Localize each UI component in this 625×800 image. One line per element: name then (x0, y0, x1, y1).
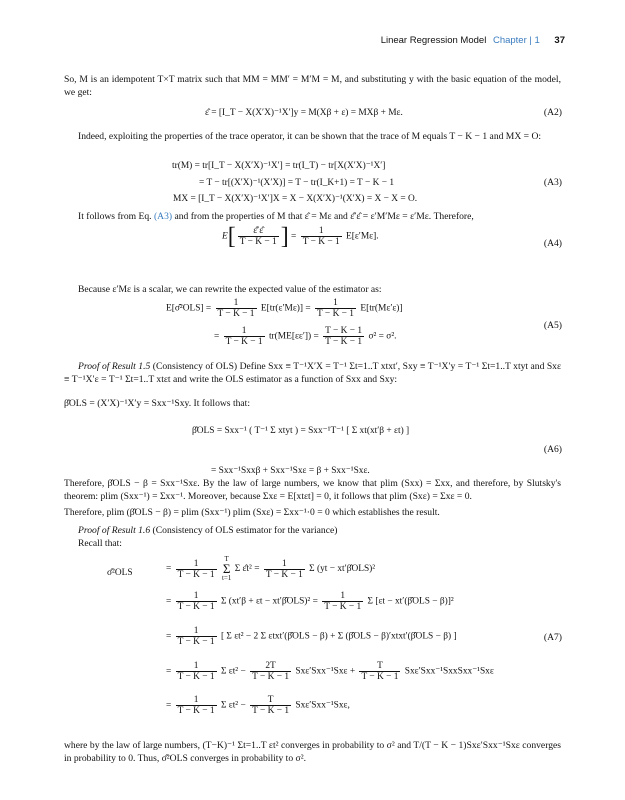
a5-line1-tail: E[tr(Mε′ε)] (360, 303, 403, 314)
a7-line3: [ Σ εt² − 2 Σ εtxt′(β̂OLS − β) + Σ (β̂OLS − β)′xtxt′(β̂OLS − β) ] (220, 631, 457, 642)
equation-a3-line2: = T − tr[(X′X)⁻¹(X′X)] = T − tr(I_K+1) = T − K − 1 (199, 178, 395, 188)
a5-frac1-num: 1 (216, 298, 257, 309)
a7-l1-sum-bot: t=1 (221, 574, 232, 582)
a7-line1-a: Σ ε̂t² = (234, 564, 260, 575)
a7-l4-frac-den: T − K − 1 (177, 672, 215, 682)
a5-frac4-den: T − K − 1 (325, 337, 363, 347)
a7-l1-frac-den: T − K − 1 (177, 569, 215, 580)
paragraph-follows (64, 211, 561, 224)
a7-l4-frac-num: 1 (176, 661, 217, 672)
proof-1-6-title: Proof of Result 1.6 (78, 525, 151, 536)
a7-l5-frac2-den: T − K − 1 (252, 706, 290, 716)
proof-1-5-subtitle: (Consistency of OLS) (152, 361, 238, 372)
a7-l5-frac-num: 1 (176, 695, 217, 706)
a4-rhs-numerator: 1 (301, 226, 342, 237)
a7-line5-b: Sxε′Sxx⁻¹Sxε, (295, 700, 350, 711)
a4-rhs-denominator: T − K − 1 (302, 237, 340, 247)
a5-line1-mid: E[tr(ε′Mε)] = (260, 303, 311, 314)
equation-a3-line1: tr(M) = tr[I_T − X(X′X)⁻¹X′] = tr(I_T) − tr[X(X′X)⁻¹X′] (172, 161, 386, 171)
proof-1-5-body: Define Sxx ≡ T⁻¹X′X = T⁻¹ Σt=1..T xtxt′, Sxy ≡ T⁻¹X′y = T⁻¹ Σt=1..T xtyt and Sxε ≡ T⁻¹X′ε = T⁻¹ Σt=1..T xtεt and write the OLS estimator as a function of Sxx and Sxy: (64, 361, 562, 385)
a4-lhs-numerator: ε̂′ε̂ (238, 226, 279, 237)
book-section-title: Linear Regression Model (380, 35, 487, 46)
paragraph-law-large-numbers: Therefore, β̂OLS − β = Sxx⁻¹Sxε. By the law of large numbers, we know that plim (Sxx) = Σxx, and therefore, by Slutsky's theorem: plim (Sxx⁻¹) = Σxx⁻¹. Moreover, because Σxε = E[xtεt] = 0, it follows that plim (Sxε) = Σxε = 0. (64, 478, 561, 502)
a7-lhs: σ̂²OLS (107, 568, 133, 578)
equation-label-a4: (A4) (543, 238, 562, 249)
a7-l4-frac3-den: T − K − 1 (361, 672, 399, 682)
chapter-label: Chapter | 1 (492, 35, 540, 46)
a5-frac1-den: T − K − 1 (217, 309, 255, 319)
a7-l1-frac2-den: T − K − 1 (265, 569, 303, 580)
a7-line2-b: Σ [εt − xt′(β̂OLS − β)]² (367, 596, 454, 607)
a7-l2-frac2-num: 1 (322, 591, 363, 602)
a7-l5-frac2-num: T (250, 695, 291, 706)
a5-line2-tail: σ² = σ². (368, 331, 397, 342)
para3-after: and from the properties of M that ε̂ = Mε and ε̂′ε̂ = ε′M′Mε = ε′Mε. Therefore, (174, 211, 474, 222)
a4-lhs-denominator: T − K − 1 (239, 237, 277, 247)
a5-frac2-den: T − K − 1 (317, 309, 354, 319)
equation-a7-line2: = $\frac{1}{T - K - 1}$ Σ (xt′β + εt − xt′β̂OLS)² = $\frac{1}{T - K - 1}$ Σ [εt − xt′(β̂OLS − β)]² (166, 591, 454, 612)
paragraph-trace: Indeed, exploiting the properties of the trace operator, it can be shown that the trace of M equals T − K − 1 and MX = O: (78, 131, 542, 142)
a7-l3-frac-den: T − K − 1 (177, 637, 215, 647)
equation-reference-link[interactable]: (A3) (153, 211, 173, 222)
equation-label-a2: (A2) (543, 107, 562, 118)
a7-line4-a: Σ εt² − (220, 666, 246, 677)
a7-line5-a: Σ εt² − (220, 700, 246, 711)
equation-a5-line1 (166, 298, 403, 319)
equation-label-a7: (A7) (543, 632, 562, 643)
page-number: 37 (554, 35, 565, 46)
equation-a5-line2: = $\frac{1}{T - K - 1}$ tr(ME[εε′]) = $\frac{T - K - 1}{T - K - 1}$ σ² = σ². (214, 326, 397, 347)
a7-l4-frac3-num: T (359, 661, 400, 672)
a5-frac2-num: 1 (315, 298, 356, 309)
proof-1-5-estimator: β̂OLS = (X′X)⁻¹X′y = Sxx⁻¹Sxy. It follows that: (64, 398, 250, 409)
equation-a7-line4: = $\frac{1}{T - K - 1}$ Σ εt² − $\frac{2T}{T - K - 1}$ Sxε′Sxx⁻¹Sxε + $\frac{T}{T - K - 1}$ Sxε′Sxx⁻¹SxxSxx⁻¹Sxε (166, 661, 494, 682)
a7-l1-frac-num: 1 (176, 559, 217, 570)
a4-rhs-tail: E[ε′Mε]. (346, 231, 379, 242)
equation-a7-line5: = $\frac{1}{T - K - 1}$ Σ εt² − $\frac{T}{T - K - 1}$ Sxε′Sxx⁻¹Sxε, (166, 695, 350, 716)
paragraph-idempotent: So, M is an idempotent T×T matrix such that MM = MM′ = M′M = M, and substituting y with the basic equation of the model, we get: (64, 74, 561, 98)
equation-label-a5: (A5) (543, 320, 562, 331)
equation-a3-line3: MX = [I_T − X(X′X)⁻¹X′]X = X − X(X′X)⁻¹(X′X) = X − X = O. (173, 194, 418, 204)
equation-a6-line2: = Sxx⁻¹Sxxβ + Sxx⁻¹Sxε = β + Sxx⁻¹Sxε. (211, 466, 370, 476)
a7-line1-b: Σ (yt − xt′β̂OLS)² (309, 564, 376, 575)
paragraph-scalar: Because ε′Mε is a scalar, we can rewrite the expected value of the estimator as: (78, 284, 382, 295)
a7-l1-frac2-num: 1 (264, 559, 305, 570)
para3-before: It follows from Eq. (78, 211, 152, 222)
proof-1-6-subtitle: (Consistency of OLS estimator for the variance) (152, 525, 338, 536)
equation-a4: E[ $\frac{\varepsilon̂'\varepsilon̂}{T - K - 1}$ ] = $\frac{1}{T - K - 1}$ E[ε′Mε]. (222, 223, 379, 250)
paragraph-establishes: Therefore, plim (β̂OLS − β) = plim (Sxx⁻¹) plim (Sxε) = Σxx⁻¹·0 = 0 which establishes the result. (64, 507, 440, 518)
a7-l2-frac-den: T − K − 1 (177, 602, 215, 612)
equation-a7-line1: = $\frac{1}{T - K - 1}$ T Σ t=1 Σ ε̂t² = $\frac{1}{T - K - 1}$ Σ (yt − xt′β̂OLS)² (166, 555, 376, 582)
a7-l1-sum-top: T (224, 555, 229, 563)
a7-l3-frac-num: 1 (176, 626, 217, 637)
proof-1-5-title: Proof of Result 1.5 (78, 361, 151, 372)
equation-a2: ε̂ = [I_T − X(X′X)⁻¹X′]y = M(Xβ + ε) = MXβ + Mε. (205, 108, 403, 118)
recall-text: Recall that: (78, 538, 122, 549)
a7-l2-frac2-den: T − K − 1 (324, 602, 362, 612)
equation-label-a6: (A6) (543, 444, 562, 455)
paragraph-converges: where by the law of large numbers, (T−K)⁻¹ Σt=1..T εt² converges in probability to σ² and T/(T − K − 1)Sxε′Sxx⁻¹Sxε converges in probability to 0. Thus, σ̂²OLS converges in probability to σ². (64, 740, 561, 764)
a7-l4-frac2-den: T − K − 1 (252, 672, 290, 682)
a5-frac3-den: T − K − 1 (225, 337, 263, 347)
equation-label-a3: (A3) (543, 177, 562, 188)
equation-a6-line1: β̂OLS = Sxx⁻¹ ( T⁻¹ Σ xtyt ) = Sxx⁻¹T⁻¹ [ Σ xt(xt′β + εt) ] (192, 426, 410, 436)
a5-frac3-num: 1 (224, 326, 265, 337)
a5-frac4-num: T − K − 1 (325, 326, 363, 336)
proof-result-1-6 (64, 525, 561, 538)
a7-l5-frac-den: T − K − 1 (177, 706, 215, 716)
a7-line4-c: Sxε′Sxx⁻¹SxxSxx⁻¹Sxε (404, 666, 494, 677)
running-header (381, 35, 565, 46)
a7-line2-a: Σ (xt′β + εt − xt′β̂OLS)² = (220, 596, 318, 607)
a5-lhs: E[σ̂²OLS] = (166, 303, 212, 314)
equation-a7-line3: = $\frac{1}{T - K - 1}$ [ Σ εt² − 2 Σ εtxt′(β̂OLS − β) + Σ (β̂OLS − β)′xtxt′(β̂OLS − β) ] (166, 626, 457, 647)
a5-line2-mid: tr(ME[εε′]) = (268, 331, 319, 342)
a7-l2-frac-num: 1 (176, 591, 217, 602)
a7-l4-frac2-num: 2T (250, 661, 291, 672)
a7-line4-b: Sxε′Sxx⁻¹Sxε + (295, 666, 356, 677)
proof-result-1-5 (64, 361, 561, 386)
